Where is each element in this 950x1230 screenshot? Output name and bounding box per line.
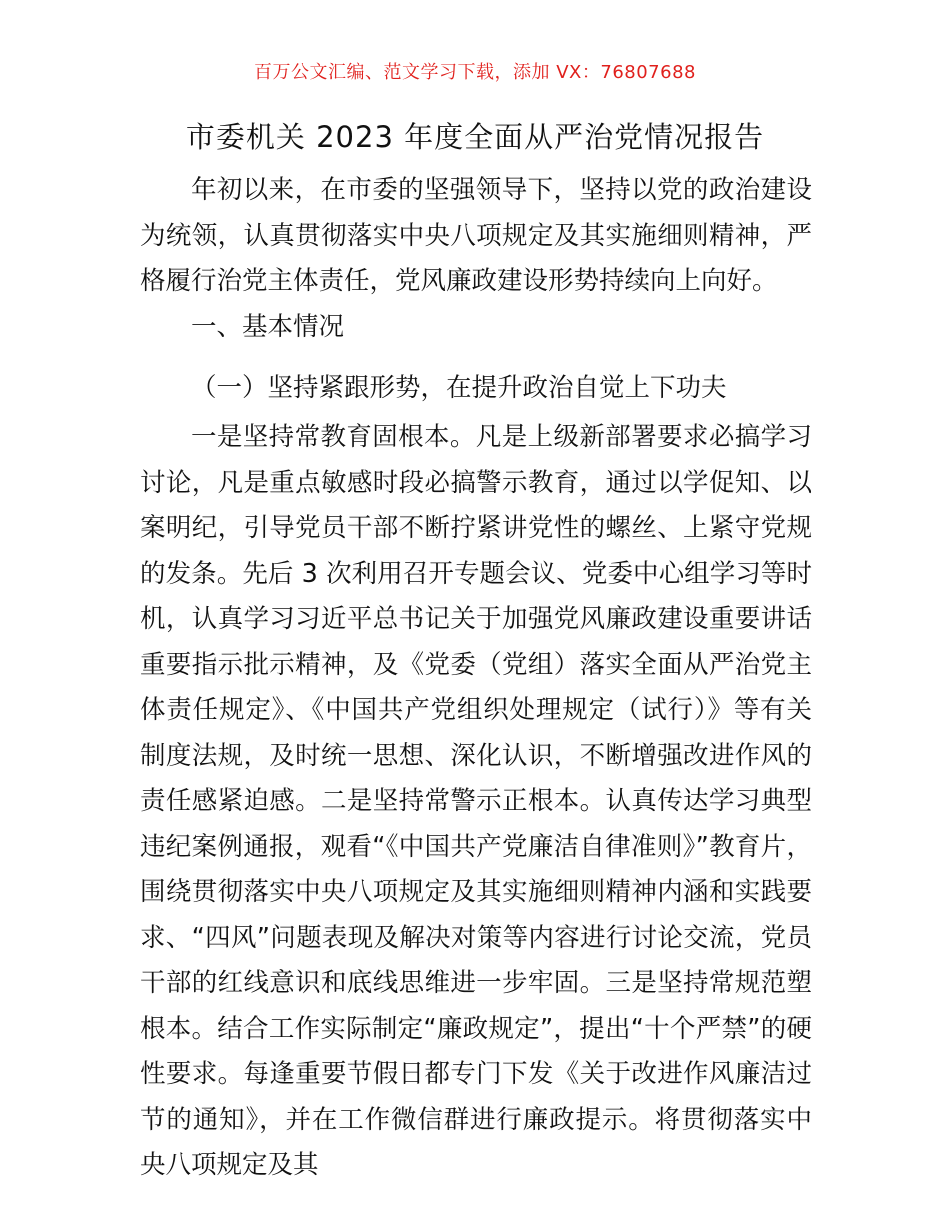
section-heading: 一、基本情况 [191, 312, 345, 342]
document-title: 市委机关 2023 年度全面从严治党情况报告 [185, 120, 765, 154]
intro-paragraph: 年初以来，在市委的坚强领导下，坚持以党的政治建设为统领，认真贯彻落实中央八项规定及其实施细则精神，严格履行治党主体责任，党风廉政建设形势持续向上向好。 [140, 175, 812, 296]
watermark-text: 百万公文汇编、范文学习下载，添加 VX：76807688 [254, 62, 696, 83]
subsection-heading: （一）坚持紧跟形势，在提升政治自觉上下功夫 [191, 373, 727, 403]
body-paragraph: 一是坚持常教育固根本。凡是上级新部署要求必搞学习讨论，凡是重点敏感时段必搞警示教育，通过以学促知、以案明纪，引导党员干部不断拧紧讲党性的螺丝、上紧守党规的发条。先后 3 次利用召开专题会议、党委中心组学习等时机，认真学习习近平总书记关于加强党风廉政建设重要讲话重要指示批示精神，及《党委（党组）落实全面从严治党主体责任规定》、《中国共产党组织处理规定（试行）》等有关制度法规，及时统一思想、深化认识，不断增强改进作风的责任感紧迫感。二是坚持常警示正根本。认真传达学习典型违纪案例通报，观看“《中国共产党廉洁自律准则》”教育片，围绕贯彻落实中央八项规定及其实施细则精神内涵和实践要求、“四风”问题表现及解决对策等内容进行讨论交流，党员干部的红线意识和底线思维进一步牢固。三是坚持常规范塑根本。结合工作实际制定“廉政规定”，提出“十个严禁”的硬性要求。每逢重要节假日都专门下发《关于改进作风廉洁过节的通知》，并在工作微信群进行廉政提示。将贯彻落实中央八项规定及其 [140, 422, 812, 1180]
